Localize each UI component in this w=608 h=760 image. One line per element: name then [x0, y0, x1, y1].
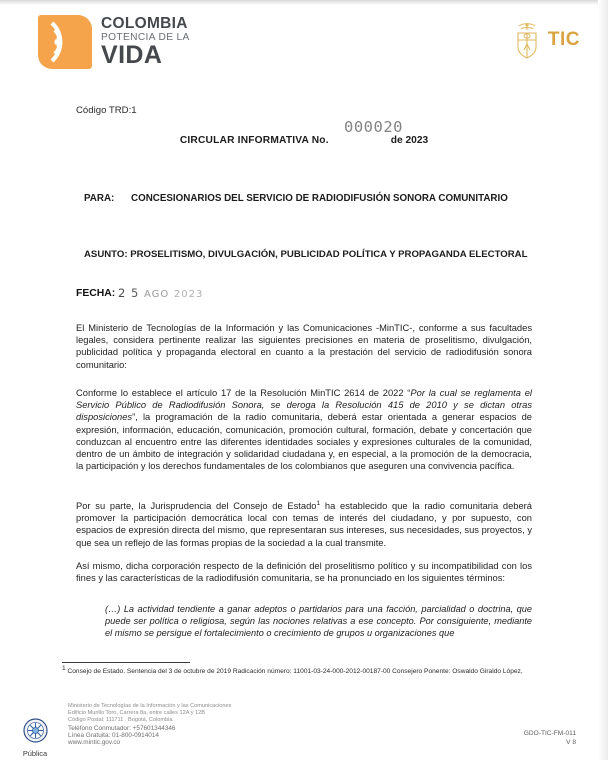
scan-edge-shading-top: [0, 0, 608, 5]
colombia-brand-text: [101, 16, 190, 68]
footer-ministry-name: Ministerio de Tecnologías de la Información y las Comunicaciones: [68, 703, 232, 709]
footnote-marker: 1: [62, 664, 66, 672]
footnote-separator: [62, 662, 190, 663]
document-header: [0, 12, 608, 80]
para-value: CONCESIONARIOS DEL SERVICIO DE RADIODIFUSIÓN SONORA COMUNITARIO: [131, 193, 508, 204]
footnote-text: Consejo de Estado. Sentencia del 3 de octubre de 2019 Radicación número: 11001-03-24-000-2012-00187-00 Consejero Ponente: Oswaldo Giraldo López,: [65, 668, 523, 675]
paragraph-3: [76, 500, 532, 549]
circular-title-line: [0, 135, 608, 146]
codigo-trd: Código TRD:1: [76, 105, 137, 116]
brand-line-potencia: POTENCIA DE LA: [101, 31, 190, 43]
brand-line-colombia: COLOMBIA: [101, 15, 188, 33]
paragraph-3-tail: ha establecido que la radio comunitaria deberá promover la participación democrática local con temas de interés del ciudadano, y por supuesto, con espacios de expresión directa del mismo, que representaran sus intereses, sus necesidades, sus proyectos, y que sea un reflejo de las formas propias de la sociedad a la cual transmite.: [76, 501, 532, 548]
paragraph-2-lead: Conforme lo establece el artículo 17 de la Resolución MinTIC 2614 de 2022 “: [76, 388, 411, 398]
fecha-day-digit-1: 2: [118, 286, 127, 300]
paragraph-3-lead: Por su parte, la Jurisprudencia del Consejo de Estado: [76, 501, 317, 511]
brand-line-vida: VIDA: [101, 40, 163, 69]
fecha-day-digit-2: 5: [130, 286, 140, 300]
paragraph-1: El Ministerio de Tecnologías de la Información y las Comunicaciones -MinTIC-, conforme a sus facultades legales, considera pertinente realizar las siguientes precisiones en materia de proselitismo, divulgación, publicidad política y propaganda electoral en cuanto a la prestación del servicio de radiodifusión sonora comunitario:: [76, 323, 532, 370]
footer-website: www.mintic.gov.co: [68, 739, 121, 747]
footnote-reference-marker: 1: [316, 499, 321, 507]
paragraph-4: Así mismo, dicha corporación respecto de la definición del proselitismo político y su incompatibilidad con los fines y las características de la radiodifusión comunitaria, se ha pronunciado en los siguientes términos:: [76, 561, 532, 584]
footer-form-code-block: [524, 729, 576, 747]
paragraph-2-citation: Por la cual se reglamenta el Servicio Público de Radiodifusión Sonora, se deroga la Resolución 415 de 2010 y se dictan otras disposiciones: [76, 388, 532, 423]
footer-address-block: [68, 703, 231, 746]
fecha-label: FECHA:: [76, 288, 116, 299]
scan-edge-shading-right: [598, 0, 608, 760]
publica-seal-icon: [23, 718, 48, 743]
footnote-1: [62, 664, 532, 677]
circular-label: CIRCULAR INFORMATIVA No.: [179, 135, 329, 146]
circular-number-stamp: 000020: [344, 118, 403, 136]
classification-label: Pública: [22, 749, 48, 758]
mintic-logo: [512, 20, 580, 60]
asunto-row: ASUNTO: PROSELITISMO, DIVULGACIÓN, PUBLICIDAD POLÍTICA Y PROPAGANDA ELECTORAL: [84, 249, 528, 260]
footer-postal-code: Código Postal: 111711 . Bogotá, Colombia: [68, 717, 173, 724]
circular-year: de 2023: [390, 135, 429, 146]
footer-form-code: GDO-TIC-FM-011: [523, 730, 576, 737]
colombia-coat-of-arms-icon: [512, 20, 542, 60]
paragraph-2: [76, 387, 532, 472]
footer-phone: Teléfono Conmutador: +57601344346: [68, 724, 176, 732]
paragraph-2-tail: ”, la programación de la radio comunitaria, deberá estar orientada a generar espacios de expresión, información, educación, comunicación, promoción cultural, formación, debate y concertación que conduzcan al encuentro entre las diferentes identidades sociales y expresiones culturales de la comunidad, dentro de un ámbito de integración y solidaridad ciudadana y, en especial, a la promoción de la democracia, la participación y los derechos fundamentales de los colombianos que aseguren una convivencia pacífica.: [76, 412, 532, 472]
classification-mark: [7, 718, 63, 758]
fecha-year: 2023: [173, 289, 204, 300]
para-row: [84, 193, 508, 204]
colombia-brand-logo: [38, 15, 190, 69]
colombia-waves-icon: [38, 15, 92, 69]
fecha-month: AGO: [143, 289, 170, 300]
mintic-logo-text: TIC: [547, 29, 580, 50]
footer-building: Edificio Murillo Toro, Carrera 8a, entre calles 12A y 12B: [68, 710, 206, 717]
quoted-excerpt: (…) La actividad tendiente a ganar adeptos o partidarios para una facción, parcialidad o doctrina, que puede ser política o religiosa, según las nociones relativas a ese concepto. Por consiguiente, mediante el mismo se persigue el fortalecimiento o crecimiento de grupos u organizaciones que: [105, 604, 532, 639]
para-label: PARA:: [84, 193, 115, 204]
footer-form-version: V 8: [566, 739, 576, 746]
footer-toll-free: Línea Gratuita: 01-800-0914014: [68, 731, 159, 739]
fecha-date-stamp: [118, 286, 203, 300]
